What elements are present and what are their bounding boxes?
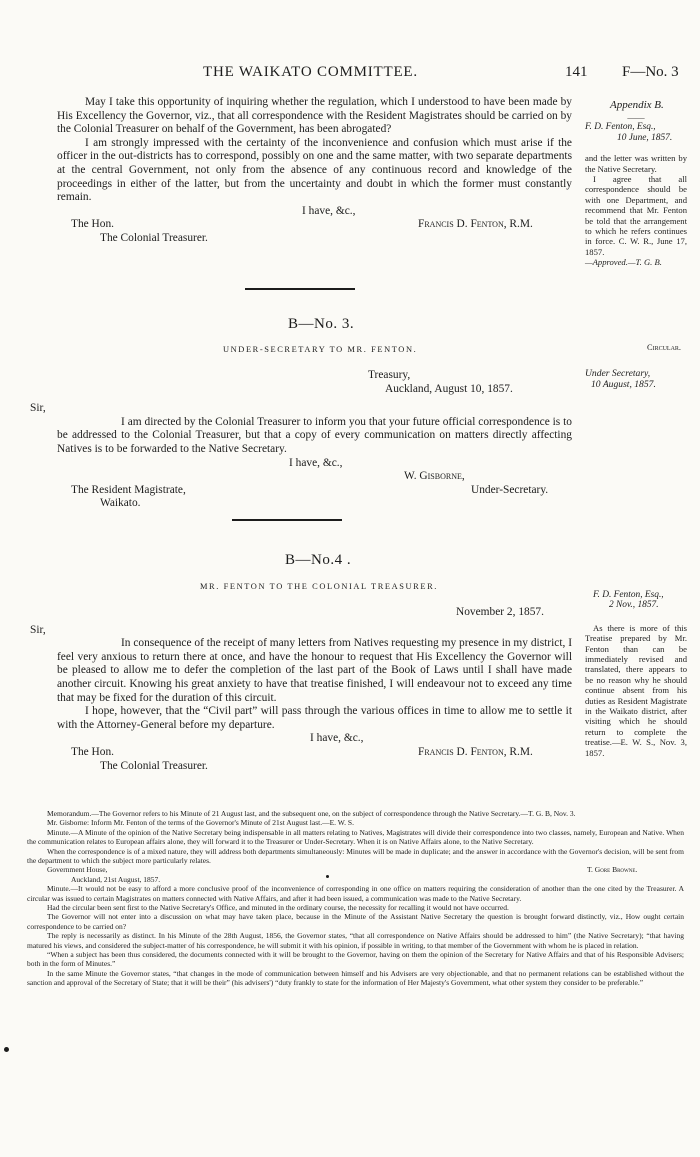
margin-notes-3 (585, 590, 687, 758)
letter-1-signature: Francis D. Fenton, R.M. (418, 218, 533, 231)
minute-mixed-nature: When the correspondence is of a mixed nature, they will address both departments simultaneously: Minutes will be made in duplicate; and the answer in accordance with the Governor's decision, will be sent from the department to which the subject more particularly relates. (27, 846, 684, 866)
minute-subject-considered: “When a subject has been thus considered, the documents connected with it will be brought to the Governor, having on them the opinion of the Secretary for Native Affairs and that of his Responsible Advisers; both in the form of Minutes.” (27, 950, 684, 969)
margin-note-agree: I agree that all correspondence should be with one Department, and recommend that Mr. Fenton be told that the arrangement to which he refers continues in force. C. W. R., June 17, 1857. (585, 174, 687, 257)
minute-opinion: Minute.—A Minute of the opinion of the Native Secretary being indispensable in all matters relating to Natives, Magistrates will divide their correspondence into two classes, namely, European and Native. When the communication relates to European affairs alone, they will forward it to the Treasurer or Under-Secretary. When it is on Native Affairs alone, to the Native Secretary. (27, 827, 684, 847)
minute-reply: The reply is necessarily as distinct. In his Minute of the 28th August, 1856, the Governor states, “that all correspondence on Native Affairs should be addressed to him” (the Native Secretary); “that having matured his views, and considered the subject-matter of his correspondence, he will submit it with his opinion, if possible in writing, to that member of the Government with whom he is placed in relation. (27, 931, 684, 950)
letter-3-paragraph-2: I hope, however, that the “Civil part” will pass through the various offices in time to allow me to settle it with the Attorney-General before my departure. (57, 705, 572, 731)
letter-3 (30, 606, 572, 773)
margin-note-treatise: As there is more of this Treatise prepared by Mr. Fenton than can be immediately revised and translated, there appears to be no reason why he should continue absent from his duties as Resident Magistrate in the Waikato district, after visiting which he should return to complete the treatise.—E. W. S., Nov. 3, 1857. (585, 622, 687, 758)
letter-1 (57, 96, 572, 246)
letter-2-addressee-line1: The Resident Magistrate, (71, 483, 186, 496)
appendix-dash: —— (627, 112, 645, 122)
letter-1-paragraph-1: May I take this opportunity of inquiring whether the regulation, which I understood to have been made by His Excellency the Governor, viz., that all correspondence with the Resident Magistrates should be carried on by the Colonial Treasurer on behalf of the Government, has been abrogated? (57, 96, 572, 136)
margin-note-written: and the letter was written by the Native Secretary. (585, 153, 687, 174)
margin-notes-2 (585, 343, 687, 390)
letter-2-closing: I have, &c., (289, 456, 343, 469)
margin-from-3: F. D. Fenton, Esq., (593, 590, 664, 600)
circular-label: Circular. (646, 343, 681, 352)
section-rule-2 (232, 519, 342, 521)
margin-notes-1 (585, 99, 687, 268)
letter-2-addressee-line2: Waikato. (100, 497, 141, 510)
letter-3-salutation: Sir, (30, 623, 46, 636)
minute-circular: Had the circular been sent first to the Native Secretary's Office, and minuted in the ordinary course, the necessity for recalling it would not have occurred. (47, 903, 509, 913)
minute-auckland-date: Auckland, 21st August, 1857. (71, 874, 161, 884)
letter-3-heading: B—No.4 . (285, 552, 352, 568)
letter-1-addressee-line2: The Colonial Treasurer. (100, 231, 208, 244)
letter-1-closing: I have, &c., (302, 204, 356, 217)
minute-conclusive-proof: Minute.—It would not be easy to afford a more conclusive proof of the inconvenience of corresponding in one office on matters requiring the consideration of another than the one cited by the Treasurer. A circular was issued to certain Magistrates on matters connected with Native Affairs, and after it had been issued, a communication was made to the Native Secretary. (27, 884, 684, 903)
letter-2-place-line2: Auckland, August 10, 1857. (385, 382, 513, 395)
letter-3-closing: I have, &c., (310, 732, 364, 745)
letter-3-signature: Francis D. Fenton, R.M. (418, 745, 533, 758)
margin-date-2: 10 August, 1857. (591, 378, 656, 390)
letter-2-heading: B—No. 3. (288, 316, 355, 332)
letter-3-addressee-line1: The Hon. (71, 745, 115, 758)
page-number: 141 (565, 64, 588, 80)
minute-signature-gore-browne: T. Gore Browne. (587, 865, 638, 875)
running-title: THE WAIKATO COMMITTEE. (203, 64, 418, 80)
margin-date-1: 10 June, 1857. (617, 132, 673, 143)
letter-3-addressee-line2: The Colonial Treasurer. (100, 759, 208, 772)
letter-2 (30, 369, 572, 511)
ink-mark (326, 875, 329, 878)
letter-2-place-line1: Treasury, (368, 369, 411, 381)
minute-governor-discussion: The Governor will not enter into a discussion on what may have taken place, because in the Minute of the Assistant Native Secretary the question is brought forward distinctly, viz., How ought certain correspondence to be carried on? (27, 912, 684, 931)
appendix-label: Appendix B. (610, 99, 664, 111)
minute-changes: In the same Minute the Governor states, “that changes in the mode of communication between himself and his Advisers are very objectionable, and that no permanent relations can be established without the sanction and approval of the Secretary of State; that it will be their” (his advisers') “duty frankly to state for the information of Her Majesty's Government, what other system they consider to be preferable.” (27, 968, 684, 988)
minute-memorandum: Memorandum.—The Governor refers to his Minute of 21 August last, and the subsequent one, on the subject of correspondence through the Native Secretary.—T. G. B, Nov. 3. (47, 809, 576, 818)
section-rule-1 (245, 288, 355, 290)
margin-date-3: 2 Nov., 1857. (609, 600, 659, 611)
minute-gisborne: Mr. Gisborne: Inform Mr. Fenton of the terms of the Governor's Minute of 21st August last.—E. W. S. (47, 818, 354, 828)
letter-2-salutation: Sir, (30, 402, 46, 415)
margin-from-1: F. D. Fenton, Esq., (585, 122, 656, 133)
letter-3-date: November 2, 1857. (456, 606, 544, 618)
margin-from-2: Under Secretary, (585, 368, 651, 380)
section-number: F—No. 3 (622, 64, 679, 80)
letter-2-subheading: UNDER-SECRETARY TO MR. FENTON. (223, 345, 418, 354)
letter-2-signatory-title: Under-Secretary. (471, 483, 549, 496)
minutes-block (27, 809, 684, 988)
margin-ink-dot (4, 1047, 9, 1052)
letter-2-signature: W. Gisborne, (404, 470, 465, 483)
margin-note-approved: —Approved.—T. G. B. (585, 257, 662, 268)
letter-1-paragraph-2: I am strongly impressed with the certainty of the inconvenience and confusion which must arise if the officer in the out-districts has to correspond, possibly on one and the same matter, with two separate departments at the central Government, not only from the absence of any continuous record and knowledge of the proceedings in either of the latter, but from the uncertainty and doubt in which the former must constantly remain. (57, 136, 572, 204)
letter-3-subheading: MR. FENTON TO THE COLONIAL TREASURER. (200, 582, 438, 591)
letter-2-body: I am directed by the Colonial Treasurer to inform you that your future official correspondence is to be addressed to the Colonial Treasurer, but that a copy of every communication on matters directly affecting Natives is to be forwarded to the Native Secretary. (57, 415, 572, 455)
letter-1-addressee-line1: The Hon. (71, 218, 115, 231)
letter-3-paragraph-1: In consequence of the receipt of many letters from Natives requesting my presence in my district, I feel very anxious to return there at once, and have the honour to request that His Excellency the Governor will be pleased to allow me to defer the completion of the last part of the Book of Laws until I shall have made another circuit. Knowing his great anxiety to have that treatise finished, I will endeavour not to exceed any time that may be fixed for the duration of this circuit. (57, 637, 572, 704)
minute-government-house: Government House, (47, 865, 108, 875)
